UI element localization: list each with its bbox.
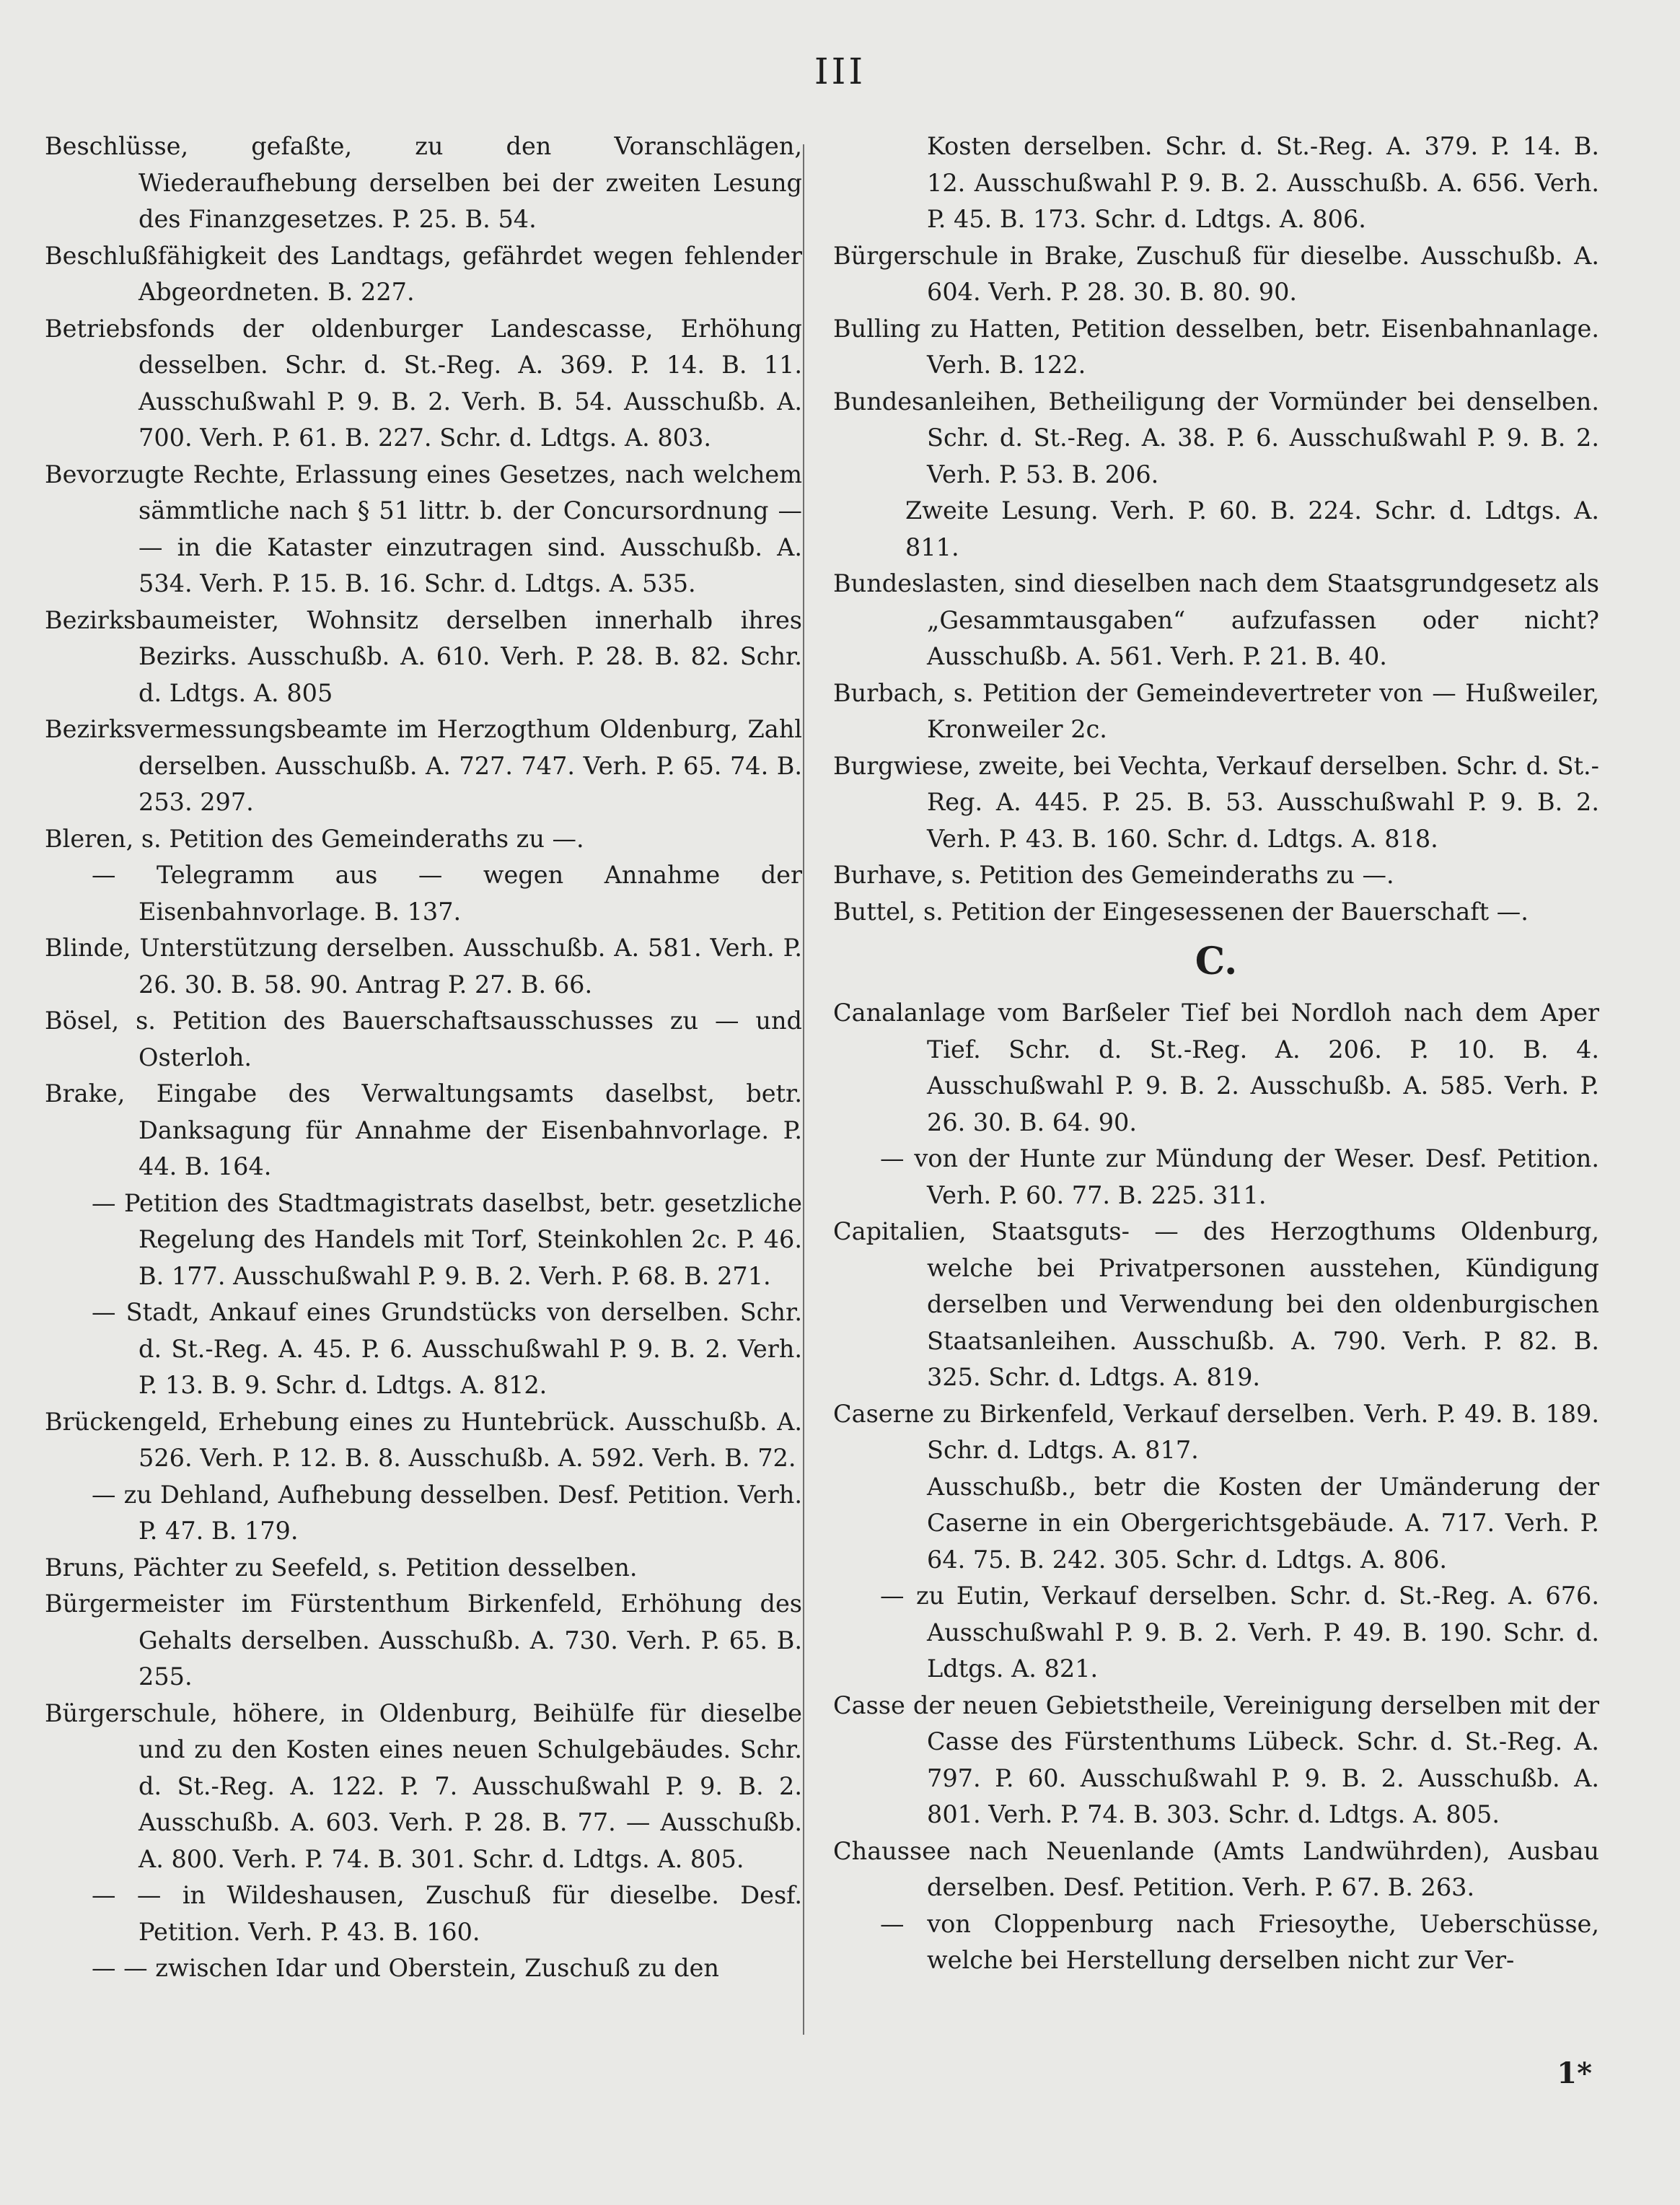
index-entry: Buttel, s. Petition der Eingesessenen der Bauerschaft —. bbox=[833, 897, 1529, 926]
section-letter: C. bbox=[1195, 939, 1238, 983]
index-entry: Bleren, s. Petition des Gemeinderaths zu —. bbox=[45, 824, 584, 853]
index-entry: — Petition des Stadtmagistrats daselbst, betr. gesetzliche Regelung des Handels mit Torf, Steinkohlen 2c. P. 46. B. 177. Ausschußwahl P. 9. B. 2. Verh. P. 68. B. 271. bbox=[92, 1188, 802, 1290]
index-entry: Kosten derselben. Schr. d. St.-Reg. A. 379. P. 14. B. 12. Ausschußwahl P. 9. B. 2. Ausschußb. A. 656. Verh. P. 45. B. 173. Schr. d. Ldtgs. A. 806. bbox=[927, 132, 1599, 233]
index-entry: — Telegramm aus — wegen Annahme der Eisenbahnvorlage. B. 137. bbox=[92, 861, 802, 926]
index-entry: Caserne zu Birkenfeld, Verkauf derselben. Verh. P. 49. B. 189. Schr. d. Ldtgs. A. 817. bbox=[833, 1399, 1599, 1464]
index-entry: Brake, Eingabe des Verwaltungsamts daselbst, betr. Danksagung für Annahme der Eisenbahnvorlage. P. 44. B. 164. bbox=[45, 1079, 802, 1180]
index-entry: — zu Dehland, Aufhebung desselben. Desf. Petition. Verh. P. 47. B. 179. bbox=[92, 1480, 802, 1545]
index-entry: Beschlußfähigkeit des Landtags, gefährdet wegen fehlender Abgeordneten. B. 227. bbox=[45, 241, 802, 306]
page-number: III bbox=[814, 51, 866, 92]
index-entry: Bezirksbaumeister, Wohnsitz derselben innerhalb ihres Bezirks. Ausschußb. A. 610. Verh. P. 28. B. 82. Schr. d. Ldtgs. A. 805 bbox=[45, 605, 802, 707]
index-entry: Ausschußb., betr die Kosten der Umänderung der Caserne in ein Obergerichtsgebäude. A. 717. Verh. P. 64. 75. B. 242. 305. Schr. d. Ldtgs. A. 806. bbox=[927, 1472, 1599, 1574]
index-entry: Bundesanleihen, Betheiligung der Vormünder bei denselben. Schr. d. St.-Reg. A. 38. P. 6. Ausschußwahl P. 9. B. 2. Verh. P. 53. B. 206. bbox=[833, 387, 1599, 488]
index-entry: — Stadt, Ankauf eines Grundstücks von derselben. Schr. d. St.-Reg. A. 45. P. 6. Ausschußwahl P. 9. B. 2. Verh. P. 13. B. 9. Schr. d. Ldtgs. A. 812. bbox=[92, 1298, 802, 1399]
index-entry: Chaussee nach Neuenlande (Amts Landwührden), Ausbau derselben. Desf. Petition. Verh. P. 67. B. 263. bbox=[833, 1836, 1599, 1901]
index-entry: Capitalien, Staatsguts- — des Herzogthums Oldenburg, welche bei Privatpersonen ausstehen, Kündigung derselben und Verwendung bei den oldenburgischen Staatsanleihen. Ausschußb. A. 790. Verh. P. 82. B. 325. Schr. d. Ldtgs. A. 819. bbox=[833, 1217, 1599, 1391]
index-column-right bbox=[833, 128, 1599, 1979]
index-entry: Betriebsfonds der oldenburger Landescasse, Erhöhung desselben. Schr. d. St.-Reg. A. 369. P. 14. B. 11. Ausschußwahl P. 9. B. 2. Verh. B. 54. Ausschußb. A. 700. Verh. P. 61. B. 227. Schr. d. Ldtgs. A. 803. bbox=[45, 314, 802, 452]
index-column-left bbox=[45, 128, 802, 1987]
index-entry: — — in Wildeshausen, Zuschuß für dieselbe. Desf. Petition. Verh. P. 43. B. 160. bbox=[92, 1881, 802, 1946]
index-entry: Casse der neuen Gebietstheile, Vereinigung derselben mit der Casse des Fürstenthums Lübeck. Schr. d. St.-Reg. A. 797. P. 60. Ausschußwahl P. 9. B. 2. Ausschußb. A. 801. Verh. P. 74. B. 303. Schr. d. Ldtgs. A. 805. bbox=[833, 1691, 1599, 1828]
index-entry: Bösel, s. Petition des Bauerschaftsausschusses zu — und Osterloh. bbox=[45, 1007, 802, 1071]
index-entry: Bürgermeister im Fürstenthum Birkenfeld, Erhöhung des Gehalts derselben. Ausschußb. A. 730. Verh. P. 65. B. 255. bbox=[45, 1590, 802, 1691]
index-entry: Bulling zu Hatten, Petition desselben, betr. Eisenbahnanlage. Verh. B. 122. bbox=[833, 314, 1599, 379]
index-entry: Canalanlage vom Barßeler Tief bei Nordloh nach dem Aper Tief. Schr. d. St.-Reg. A. 206. P. 10. B. 4. Ausschußwahl P. 9. B. 2. Ausschußb. A. 585. Verh. P. 26. 30. B. 64. 90. bbox=[833, 999, 1599, 1136]
index-entry: Bruns, Pächter zu Seefeld, s. Petition desselben. bbox=[45, 1553, 638, 1582]
column-divider bbox=[803, 144, 804, 2035]
index-entry: Bevorzugte Rechte, Erlassung eines Gesetzes, nach welchem sämmtliche nach § 51 littr. b. der Concursordnung — — in die Kataster einzutragen sind. Ausschußb. A. 534. Verh. P. 15. B. 16. Schr. d. Ldtgs. A. 535. bbox=[45, 460, 802, 597]
index-entry: Blinde, Unterstützung derselben. Ausschußb. A. 581. Verh. P. 26. 30. B. 58. 90. Antrag P. 27. B. 66. bbox=[45, 934, 802, 999]
index-entry: Bürgerschule, höhere, in Oldenburg, Beihülfe für dieselbe und zu den Kosten eines neuen Schulgebäudes. Schr. d. St.-Reg. A. 122. P. 7. Ausschußwahl P. 9. B. 2. Ausschußb. A. 603. Verh. P. 28. B. 77. — Ausschußb. A. 800. Verh. P. 74. B. 301. Schr. d. Ldtgs. A. 805. bbox=[45, 1698, 802, 1873]
index-entry: — — zwischen Idar und Oberstein, Zuschuß zu den bbox=[92, 1954, 719, 1982]
index-entry: Zweite Lesung. Verh. P. 60. B. 224. Schr. d. Ldtgs. A. 811. bbox=[905, 496, 1599, 561]
index-entry: Brückengeld, Erhebung eines zu Huntebrück. Ausschußb. A. 526. Verh. P. 12. B. 8. Ausschußb. A. 592. Verh. B. 72. bbox=[45, 1407, 802, 1472]
index-entry: Beschlüsse, gefaßte, zu den Voranschlägen, Wiederaufhebung derselben bei der zweiten Lesung des Finanzgesetzes. P. 25. B. 54. bbox=[45, 132, 802, 233]
index-entry: — von der Hunte zur Mündung der Weser. Desf. Petition. Verh. P. 60. 77. B. 225. 311. bbox=[880, 1144, 1599, 1209]
index-entry: Bundeslasten, sind dieselben nach dem Staatsgrundgesetz als „Gesammtausgaben“ aufzufassen oder nicht? Ausschußb. A. 561. Verh. P. 21. B. 40. bbox=[833, 569, 1599, 670]
index-entry: Burbach, s. Petition der Gemeindevertreter von — Hußweiler, Kronweiler 2c. bbox=[833, 678, 1599, 743]
index-entry: Burgwiese, zweite, bei Vechta, Verkauf derselben. Schr. d. St.-Reg. A. 445. P. 25. B. 53. Ausschußwahl P. 9. B. 2. Verh. P. 43. B. 160. Schr. d. Ldtgs. A. 818. bbox=[833, 751, 1599, 853]
index-entry: Bürgerschule in Brake, Zuschuß für dieselbe. Ausschußb. A. 604. Verh. P. 28. 30. B. 80. 90. bbox=[833, 241, 1599, 306]
index-entry: — zu Eutin, Verkauf derselben. Schr. d. St.-Reg. A. 676. Ausschußwahl P. 9. B. 2. Verh. P. 49. B. 190. Schr. d. Ldtgs. A. 821. bbox=[880, 1582, 1599, 1683]
index-entry: — von Cloppenburg nach Friesoythe, Ueberschüsse, welche bei Herstellung derselben nicht zur Ver- bbox=[880, 1909, 1599, 1974]
printer-signature: 1* bbox=[1557, 2056, 1592, 2090]
index-entry: Burhave, s. Petition des Gemeinderaths zu —. bbox=[833, 861, 1394, 889]
index-entry: Bezirksvermessungsbeamte im Herzogthum Oldenburg, Zahl derselben. Ausschußb. A. 727. 747. Verh. P. 65. 74. B. 253. 297. bbox=[45, 715, 802, 816]
